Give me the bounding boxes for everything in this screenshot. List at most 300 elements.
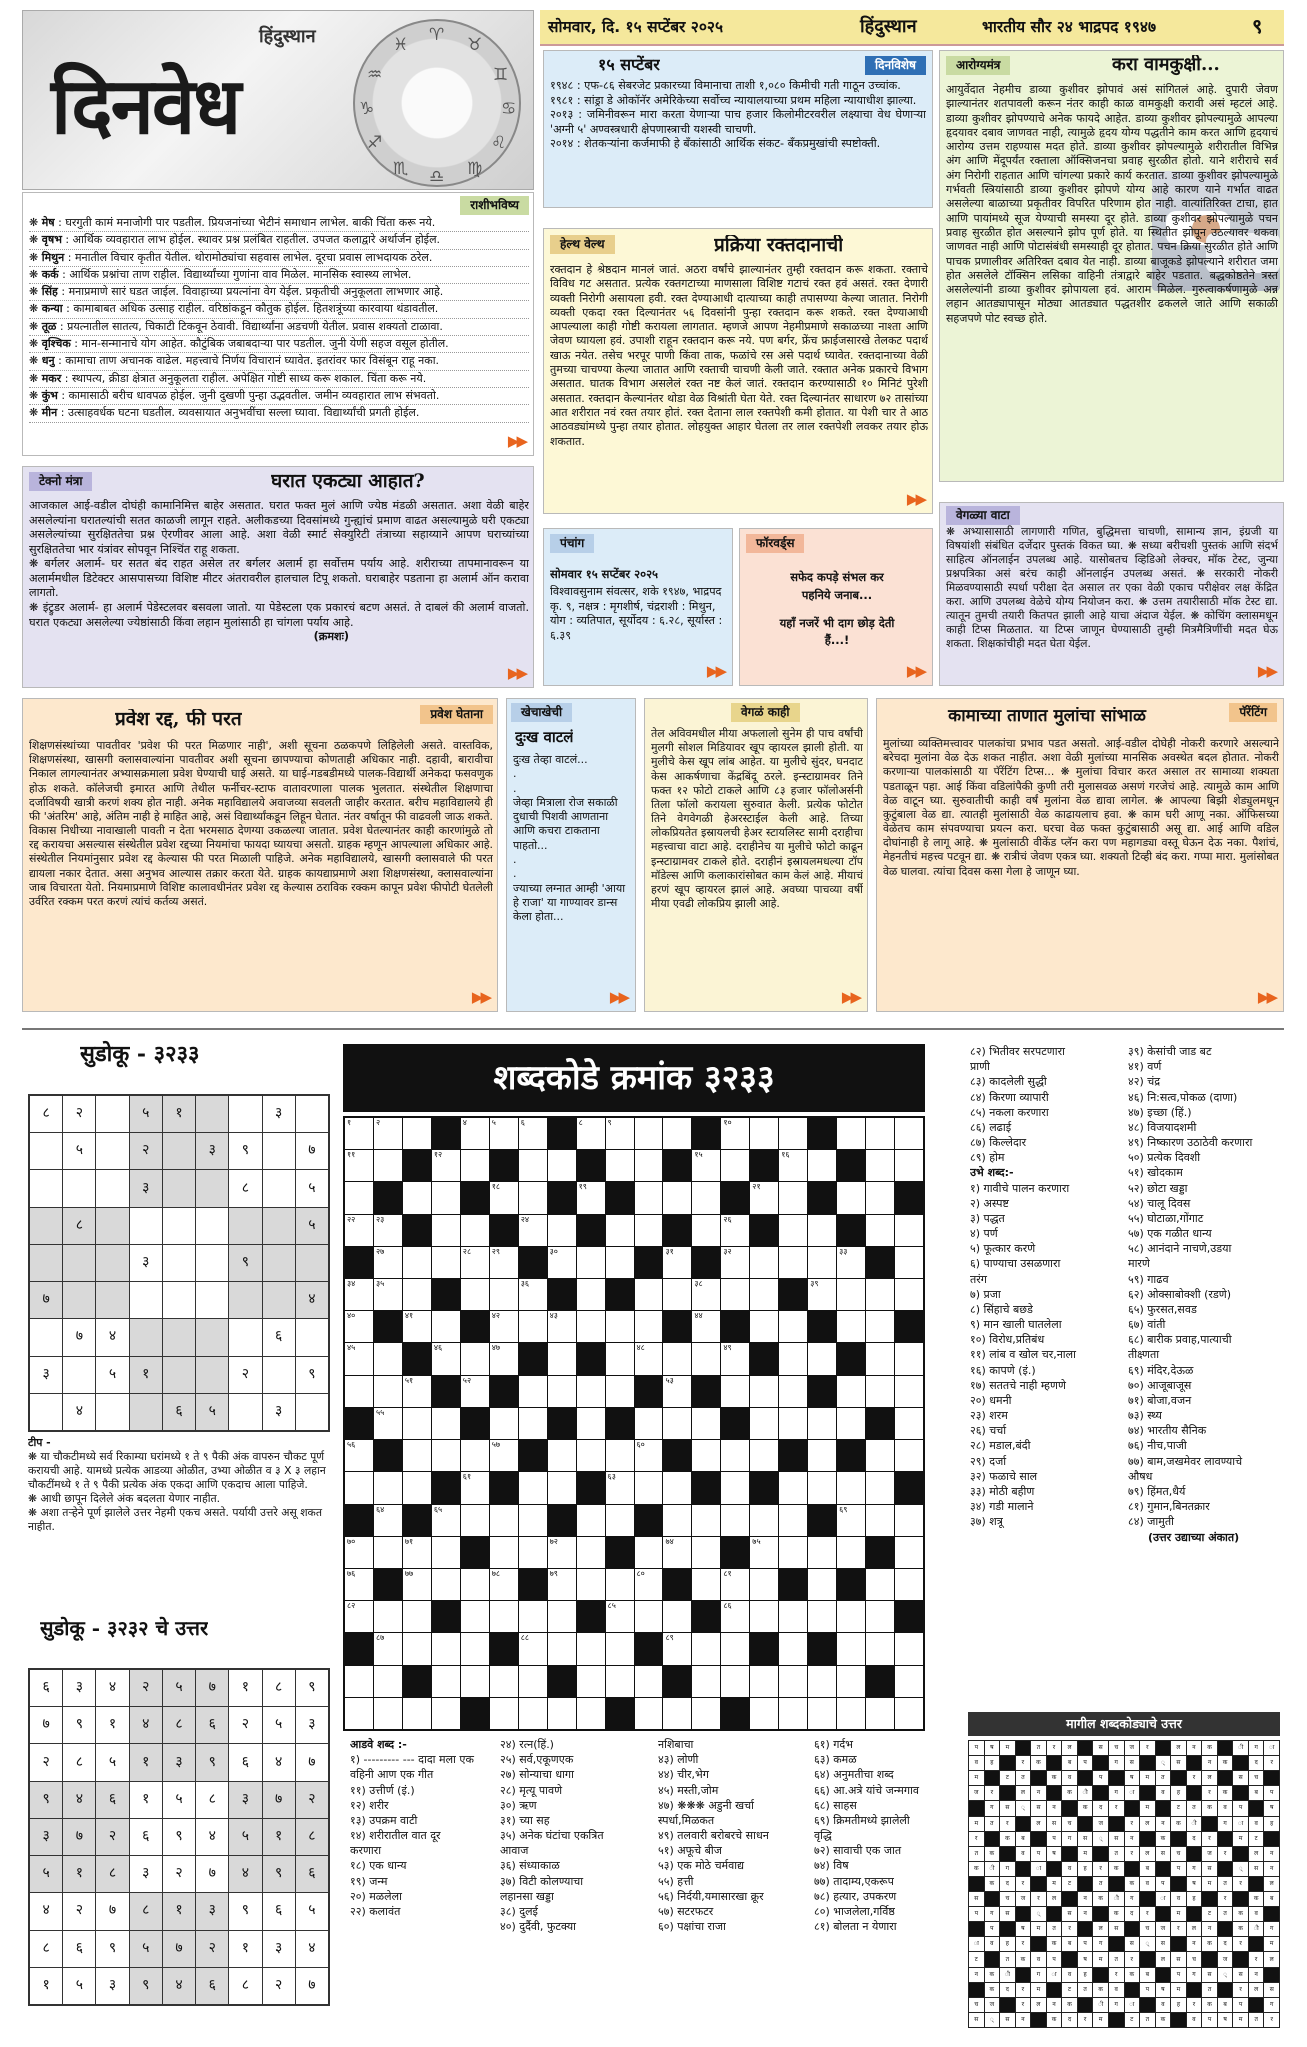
crossword-cell[interactable] — [461, 1505, 489, 1536]
crossword-cell[interactable]: २३ — [374, 1215, 402, 1246]
crossword-cell[interactable] — [490, 1279, 518, 1310]
crossword-cell[interactable] — [779, 1376, 807, 1407]
crossword-cell[interactable] — [663, 1698, 691, 1729]
crossword-cell[interactable] — [519, 1376, 547, 1407]
crossword-cell[interactable]: ७० — [345, 1537, 373, 1568]
crossword-cell[interactable] — [374, 1376, 402, 1407]
crossword-cell[interactable] — [461, 1569, 489, 1600]
sudoku-cell[interactable] — [196, 1208, 228, 1244]
crossword-cell[interactable] — [808, 1472, 836, 1503]
crossword-cell[interactable] — [837, 1118, 865, 1149]
crossword-cell[interactable] — [866, 1633, 894, 1664]
crossword-cell[interactable] — [519, 1408, 547, 1439]
sudoku-cell[interactable] — [196, 1096, 228, 1132]
sudoku-cell[interactable] — [229, 1208, 261, 1244]
crossword-cell[interactable] — [548, 1601, 576, 1632]
sudoku-cell[interactable] — [163, 1282, 195, 1318]
crossword-cell[interactable]: ८५ — [606, 1601, 634, 1632]
crossword-cell[interactable] — [519, 1537, 547, 1568]
crossword-cell[interactable] — [692, 1666, 720, 1697]
sudoku-cell[interactable]: ९ — [296, 1357, 328, 1393]
crossword-cell[interactable] — [374, 1472, 402, 1503]
crossword-cell[interactable] — [490, 1698, 518, 1729]
crossword-cell[interactable]: ३५ — [374, 1279, 402, 1310]
crossword-cell[interactable] — [866, 1118, 894, 1149]
crossword-cell[interactable]: १५ — [692, 1150, 720, 1181]
crossword-cell[interactable] — [837, 1376, 865, 1407]
sudoku-cell[interactable] — [263, 1357, 295, 1393]
crossword-cell[interactable] — [461, 1150, 489, 1181]
sudoku-cell[interactable]: ६ — [263, 1319, 295, 1355]
crossword-cell[interactable] — [577, 1440, 605, 1471]
crossword-cell[interactable] — [808, 1343, 836, 1374]
crossword-cell[interactable] — [606, 1150, 634, 1181]
crossword-cell[interactable] — [519, 1505, 547, 1536]
crossword-cell[interactable] — [663, 1182, 691, 1213]
crossword-cell[interactable] — [548, 1150, 576, 1181]
crossword-cell[interactable] — [635, 1215, 663, 1246]
crossword-cell[interactable] — [721, 1279, 749, 1310]
crossword-cell[interactable] — [895, 1633, 923, 1664]
crossword-cell[interactable] — [432, 1666, 460, 1697]
crossword-cell[interactable]: ४१ — [403, 1311, 431, 1342]
crossword-cell[interactable] — [663, 1505, 691, 1536]
sudoku-cell[interactable] — [130, 1282, 162, 1318]
crossword-cell[interactable] — [403, 1601, 431, 1632]
crossword-cell[interactable] — [606, 1376, 634, 1407]
crossword-cell[interactable] — [895, 1698, 923, 1729]
crossword-cell[interactable] — [432, 1440, 460, 1471]
crossword-cell[interactable] — [779, 1215, 807, 1246]
sudoku-cell[interactable] — [63, 1245, 95, 1281]
crossword-cell[interactable] — [721, 1440, 749, 1471]
crossword-cell[interactable] — [548, 1472, 576, 1503]
crossword-cell[interactable] — [403, 1440, 431, 1471]
crossword-cell[interactable] — [577, 1311, 605, 1342]
crossword-cell[interactable]: ८९ — [663, 1633, 691, 1664]
crossword-cell[interactable] — [779, 1633, 807, 1664]
crossword-cell[interactable] — [519, 1472, 547, 1503]
crossword-cell[interactable] — [577, 1569, 605, 1600]
crossword-cell[interactable] — [490, 1537, 518, 1568]
crossword-cell[interactable] — [577, 1408, 605, 1439]
sudoku-cell[interactable]: ५ — [196, 1394, 228, 1430]
crossword-cell[interactable] — [721, 1633, 749, 1664]
crossword-cell[interactable] — [374, 1537, 402, 1568]
crossword-cell[interactable] — [837, 1633, 865, 1664]
sudoku-cell[interactable] — [30, 1245, 62, 1281]
crossword-cell[interactable] — [461, 1633, 489, 1664]
crossword-cell[interactable] — [895, 1569, 923, 1600]
crossword-cell[interactable]: ७९ — [548, 1569, 576, 1600]
crossword-cell[interactable] — [808, 1215, 836, 1246]
crossword-cell[interactable] — [490, 1601, 518, 1632]
crossword-cell[interactable] — [808, 1698, 836, 1729]
crossword-cell[interactable]: ८६ — [721, 1601, 749, 1632]
crossword-cell[interactable] — [750, 1505, 778, 1536]
sudoku-cell[interactable]: ९ — [229, 1245, 261, 1281]
crossword-cell[interactable]: ४ — [461, 1118, 489, 1149]
crossword-cell[interactable] — [866, 1343, 894, 1374]
crossword-cell[interactable] — [837, 1279, 865, 1310]
crossword-cell[interactable] — [519, 1666, 547, 1697]
crossword-cell[interactable]: १८ — [490, 1182, 518, 1213]
crossword-cell[interactable]: ८७ — [374, 1633, 402, 1664]
sudoku-cell[interactable]: ५ — [130, 1096, 162, 1132]
crossword-cell[interactable]: ५५ — [374, 1408, 402, 1439]
crossword-cell[interactable] — [895, 1150, 923, 1181]
sudoku-cell[interactable]: ५ — [96, 1357, 128, 1393]
sudoku-cell[interactable] — [163, 1357, 195, 1393]
crossword-cell[interactable] — [461, 1215, 489, 1246]
crossword-cell[interactable] — [519, 1601, 547, 1632]
sudoku-cell[interactable] — [163, 1133, 195, 1169]
sudoku-cell[interactable]: ७ — [63, 1319, 95, 1355]
crossword-cell[interactable] — [461, 1666, 489, 1697]
crossword-cell[interactable] — [663, 1343, 691, 1374]
crossword-cell[interactable]: ४९ — [721, 1343, 749, 1374]
crossword-cell[interactable] — [635, 1279, 663, 1310]
crossword-cell[interactable]: ३२ — [721, 1247, 749, 1278]
crossword-cell[interactable] — [808, 1440, 836, 1471]
sudoku-cell[interactable] — [196, 1245, 228, 1281]
crossword-cell[interactable] — [808, 1408, 836, 1439]
crossword-cell[interactable] — [692, 1343, 720, 1374]
crossword-cell[interactable] — [606, 1666, 634, 1697]
crossword-cell[interactable] — [577, 1505, 605, 1536]
crossword-cell[interactable] — [519, 1150, 547, 1181]
crossword-cell[interactable] — [779, 1343, 807, 1374]
crossword-cell[interactable] — [808, 1150, 836, 1181]
sudoku-cell[interactable]: २ — [130, 1133, 162, 1169]
crossword-cell[interactable]: ११ — [345, 1150, 373, 1181]
sudoku-cell[interactable] — [63, 1357, 95, 1393]
crossword-cell[interactable] — [866, 1215, 894, 1246]
sudoku-cell[interactable] — [296, 1096, 328, 1132]
crossword-cell[interactable] — [548, 1440, 576, 1471]
crossword-cell[interactable]: ५७ — [490, 1440, 518, 1471]
crossword-cell[interactable] — [866, 1150, 894, 1181]
crossword-cell[interactable] — [490, 1505, 518, 1536]
crossword-cell[interactable]: ९ — [606, 1118, 634, 1149]
crossword-cell[interactable]: ५३ — [663, 1376, 691, 1407]
crossword-cell[interactable] — [461, 1279, 489, 1310]
crossword-cell[interactable] — [721, 1505, 749, 1536]
crossword-cell[interactable]: १६ — [779, 1150, 807, 1181]
crossword-cell[interactable]: ६४ — [374, 1505, 402, 1536]
crossword-cell[interactable] — [635, 1698, 663, 1729]
crossword-cell[interactable] — [895, 1279, 923, 1310]
crossword-cell[interactable] — [837, 1601, 865, 1632]
crossword-cell[interactable] — [750, 1698, 778, 1729]
crossword-cell[interactable] — [895, 1537, 923, 1568]
crossword-cell[interactable] — [461, 1343, 489, 1374]
crossword-cell[interactable]: ३९ — [808, 1279, 836, 1310]
sudoku-cell[interactable] — [263, 1282, 295, 1318]
crossword-cell[interactable]: ४६ — [432, 1343, 460, 1374]
crossword-cell[interactable] — [577, 1633, 605, 1664]
crossword-cell[interactable] — [577, 1666, 605, 1697]
crossword-cell[interactable] — [895, 1118, 923, 1149]
crossword-cell[interactable] — [895, 1247, 923, 1278]
crossword-cell[interactable]: ७७ — [403, 1569, 431, 1600]
crossword-cell[interactable]: ४७ — [490, 1343, 518, 1374]
crossword-cell[interactable] — [490, 1666, 518, 1697]
crossword-cell[interactable] — [692, 1440, 720, 1471]
crossword-cell[interactable] — [432, 1408, 460, 1439]
sudoku-cell[interactable]: २ — [63, 1096, 95, 1132]
crossword-cell[interactable] — [548, 1698, 576, 1729]
sudoku-cell[interactable]: ९ — [229, 1133, 261, 1169]
crossword-cell[interactable]: २७ — [374, 1247, 402, 1278]
crossword-cell[interactable] — [837, 1698, 865, 1729]
crossword-cell[interactable]: ८ — [577, 1118, 605, 1149]
crossword-cell[interactable] — [606, 1633, 634, 1664]
sudoku-cell[interactable]: ३ — [130, 1170, 162, 1206]
sudoku-cell[interactable] — [196, 1170, 228, 1206]
crossword-cell[interactable] — [374, 1343, 402, 1374]
crossword-cell[interactable] — [635, 1472, 663, 1503]
sudoku-cell[interactable]: ५ — [296, 1208, 328, 1244]
crossword-cell[interactable] — [403, 1698, 431, 1729]
crossword-cell[interactable]: ७४ — [663, 1537, 691, 1568]
crossword-cell[interactable] — [663, 1408, 691, 1439]
crossword-cell[interactable] — [403, 1182, 431, 1213]
crossword-cell[interactable]: ७८ — [490, 1569, 518, 1600]
crossword-cell[interactable] — [721, 1666, 749, 1697]
crossword-cell[interactable]: ७२ — [548, 1537, 576, 1568]
crossword-cell[interactable] — [548, 1633, 576, 1664]
crossword-cell[interactable]: २६ — [721, 1215, 749, 1246]
sudoku-cell[interactable]: ३ — [263, 1394, 295, 1430]
crossword-cell[interactable] — [895, 1505, 923, 1536]
sudoku-cell[interactable] — [163, 1170, 195, 1206]
crossword-cell[interactable] — [374, 1666, 402, 1697]
crossword-cell[interactable] — [663, 1118, 691, 1149]
crossword-cell[interactable] — [577, 1537, 605, 1568]
crossword-cell[interactable] — [663, 1279, 691, 1310]
crossword-cell[interactable] — [721, 1472, 749, 1503]
crossword-cell[interactable] — [779, 1182, 807, 1213]
crossword-cell[interactable]: ७१ — [403, 1537, 431, 1568]
crossword-cell[interactable]: १ — [345, 1118, 373, 1149]
crossword-cell[interactable] — [779, 1311, 807, 1342]
crossword-cell[interactable] — [606, 1247, 634, 1278]
crossword-cell[interactable]: ६० — [635, 1440, 663, 1471]
crossword-grid[interactable] — [343, 1116, 925, 1731]
crossword-cell[interactable]: ६३ — [606, 1472, 634, 1503]
crossword-cell[interactable] — [808, 1537, 836, 1568]
crossword-cell[interactable] — [779, 1472, 807, 1503]
crossword-cell[interactable] — [606, 1311, 634, 1342]
crossword-cell[interactable] — [779, 1537, 807, 1568]
crossword-cell[interactable] — [663, 1601, 691, 1632]
crossword-cell[interactable] — [635, 1408, 663, 1439]
crossword-cell[interactable] — [606, 1343, 634, 1374]
sudoku-cell[interactable]: ४ — [63, 1394, 95, 1430]
crossword-cell[interactable] — [808, 1601, 836, 1632]
crossword-cell[interactable] — [577, 1279, 605, 1310]
sudoku-cell[interactable] — [196, 1357, 228, 1393]
crossword-cell[interactable] — [548, 1343, 576, 1374]
crossword-cell[interactable] — [635, 1118, 663, 1149]
sudoku-cell[interactable] — [296, 1319, 328, 1355]
crossword-cell[interactable] — [750, 1569, 778, 1600]
crossword-cell[interactable]: २२ — [345, 1215, 373, 1246]
crossword-cell[interactable] — [403, 1472, 431, 1503]
crossword-cell[interactable]: ३३ — [837, 1247, 865, 1278]
sudoku-cell[interactable] — [30, 1319, 62, 1355]
sudoku-cell[interactable] — [163, 1245, 195, 1281]
crossword-cell[interactable] — [779, 1601, 807, 1632]
crossword-cell[interactable]: ५६ — [345, 1440, 373, 1471]
sudoku-cell[interactable] — [196, 1319, 228, 1355]
crossword-cell[interactable] — [750, 1279, 778, 1310]
crossword-cell[interactable] — [837, 1311, 865, 1342]
crossword-cell[interactable] — [692, 1633, 720, 1664]
sudoku-cell[interactable] — [263, 1170, 295, 1206]
crossword-cell[interactable]: ४३ — [548, 1311, 576, 1342]
sudoku-cell[interactable]: ६ — [163, 1394, 195, 1430]
crossword-cell[interactable] — [779, 1408, 807, 1439]
sudoku-cell[interactable] — [63, 1282, 95, 1318]
crossword-cell[interactable]: ८२ — [345, 1601, 373, 1632]
sudoku-cell[interactable] — [130, 1319, 162, 1355]
sudoku-cell[interactable] — [96, 1282, 128, 1318]
sudoku-cell[interactable]: ४ — [296, 1282, 328, 1318]
crossword-cell[interactable] — [635, 1311, 663, 1342]
crossword-cell[interactable] — [692, 1537, 720, 1568]
crossword-cell[interactable]: ८० — [635, 1569, 663, 1600]
crossword-cell[interactable] — [606, 1440, 634, 1471]
crossword-cell[interactable] — [692, 1182, 720, 1213]
crossword-cell[interactable] — [374, 1698, 402, 1729]
crossword-cell[interactable] — [635, 1182, 663, 1213]
crossword-cell[interactable] — [866, 1601, 894, 1632]
crossword-cell[interactable]: ८१ — [721, 1569, 749, 1600]
crossword-cell[interactable] — [432, 1537, 460, 1568]
crossword-cell[interactable]: ७६ — [345, 1569, 373, 1600]
crossword-cell[interactable] — [837, 1408, 865, 1439]
crossword-cell[interactable] — [692, 1569, 720, 1600]
crossword-cell[interactable] — [548, 1376, 576, 1407]
crossword-cell[interactable] — [779, 1505, 807, 1536]
crossword-cell[interactable] — [490, 1408, 518, 1439]
crossword-cell[interactable] — [779, 1666, 807, 1697]
crossword-cell[interactable] — [895, 1215, 923, 1246]
sudoku-cell[interactable] — [130, 1208, 162, 1244]
crossword-cell[interactable] — [750, 1376, 778, 1407]
sudoku-cell[interactable] — [30, 1394, 62, 1430]
sudoku-cell[interactable] — [63, 1170, 95, 1206]
crossword-cell[interactable] — [519, 1311, 547, 1342]
crossword-cell[interactable]: २८ — [461, 1247, 489, 1278]
crossword-cell[interactable] — [866, 1698, 894, 1729]
sudoku-cell[interactable]: ३ — [263, 1096, 295, 1132]
crossword-cell[interactable] — [750, 1118, 778, 1149]
crossword-cell[interactable] — [374, 1601, 402, 1632]
sudoku-cell[interactable]: ७ — [30, 1282, 62, 1318]
sudoku-cell[interactable]: ५ — [296, 1170, 328, 1206]
crossword-cell[interactable] — [663, 1472, 691, 1503]
crossword-cell[interactable]: ४५ — [345, 1343, 373, 1374]
crossword-cell[interactable] — [837, 1472, 865, 1503]
crossword-cell[interactable] — [895, 1376, 923, 1407]
crossword-cell[interactable]: ७५ — [750, 1537, 778, 1568]
crossword-cell[interactable] — [635, 1666, 663, 1697]
sudoku-cell[interactable] — [96, 1170, 128, 1206]
crossword-cell[interactable] — [345, 1472, 373, 1503]
crossword-cell[interactable] — [895, 1408, 923, 1439]
crossword-cell[interactable]: ६१ — [461, 1472, 489, 1503]
crossword-cell[interactable] — [345, 1182, 373, 1213]
crossword-cell[interactable] — [606, 1505, 634, 1536]
crossword-cell[interactable] — [519, 1182, 547, 1213]
crossword-cell[interactable] — [692, 1215, 720, 1246]
crossword-cell[interactable]: ३१ — [663, 1247, 691, 1278]
crossword-cell[interactable]: ३४ — [345, 1279, 373, 1310]
crossword-cell[interactable]: २९ — [490, 1247, 518, 1278]
sudoku-cell[interactable]: ४ — [96, 1319, 128, 1355]
crossword-cell[interactable]: ३६ — [519, 1279, 547, 1310]
crossword-cell[interactable] — [635, 1537, 663, 1568]
sudoku-cell[interactable] — [196, 1282, 228, 1318]
sudoku-cell[interactable]: १ — [130, 1357, 162, 1393]
crossword-cell[interactable] — [432, 1247, 460, 1278]
crossword-cell[interactable] — [635, 1601, 663, 1632]
crossword-cell[interactable]: ५ — [490, 1118, 518, 1149]
sudoku-cell[interactable]: ५ — [63, 1133, 95, 1169]
crossword-cell[interactable]: १९ — [577, 1182, 605, 1213]
crossword-cell[interactable] — [432, 1569, 460, 1600]
crossword-cell[interactable] — [866, 1376, 894, 1407]
sudoku-cell[interactable]: ३ — [30, 1357, 62, 1393]
crossword-cell[interactable] — [461, 1440, 489, 1471]
sudoku-cell[interactable] — [263, 1133, 295, 1169]
crossword-cell[interactable] — [374, 1150, 402, 1181]
crossword-cell[interactable]: ५२ — [461, 1376, 489, 1407]
sudoku-cell[interactable]: ८ — [30, 1096, 62, 1132]
crossword-cell[interactable] — [808, 1569, 836, 1600]
crossword-cell[interactable]: ६९ — [837, 1505, 865, 1536]
sudoku-cell[interactable] — [163, 1208, 195, 1244]
crossword-cell[interactable] — [345, 1698, 373, 1729]
crossword-cell[interactable] — [403, 1247, 431, 1278]
crossword-cell[interactable] — [750, 1601, 778, 1632]
crossword-cell[interactable] — [692, 1408, 720, 1439]
crossword-cell[interactable] — [808, 1666, 836, 1697]
sudoku-cell[interactable]: ७ — [296, 1133, 328, 1169]
sudoku-cell[interactable]: २ — [229, 1357, 261, 1393]
crossword-cell[interactable] — [721, 1150, 749, 1181]
crossword-cell[interactable] — [432, 1633, 460, 1664]
crossword-cell[interactable] — [345, 1376, 373, 1407]
crossword-cell[interactable]: ८८ — [519, 1633, 547, 1664]
crossword-cell[interactable]: ४० — [345, 1311, 373, 1342]
sudoku-cell[interactable]: ८ — [63, 1208, 95, 1244]
sudoku-cell[interactable] — [30, 1133, 62, 1169]
crossword-cell[interactable] — [577, 1698, 605, 1729]
sudoku-cell[interactable]: ८ — [229, 1170, 261, 1206]
crossword-cell[interactable] — [403, 1118, 431, 1149]
crossword-cell[interactable] — [750, 1247, 778, 1278]
crossword-cell[interactable] — [808, 1247, 836, 1278]
sudoku-cell[interactable] — [229, 1319, 261, 1355]
sudoku-cell[interactable] — [163, 1319, 195, 1355]
crossword-cell[interactable] — [635, 1150, 663, 1181]
crossword-cell[interactable] — [548, 1215, 576, 1246]
crossword-cell[interactable] — [403, 1279, 431, 1310]
